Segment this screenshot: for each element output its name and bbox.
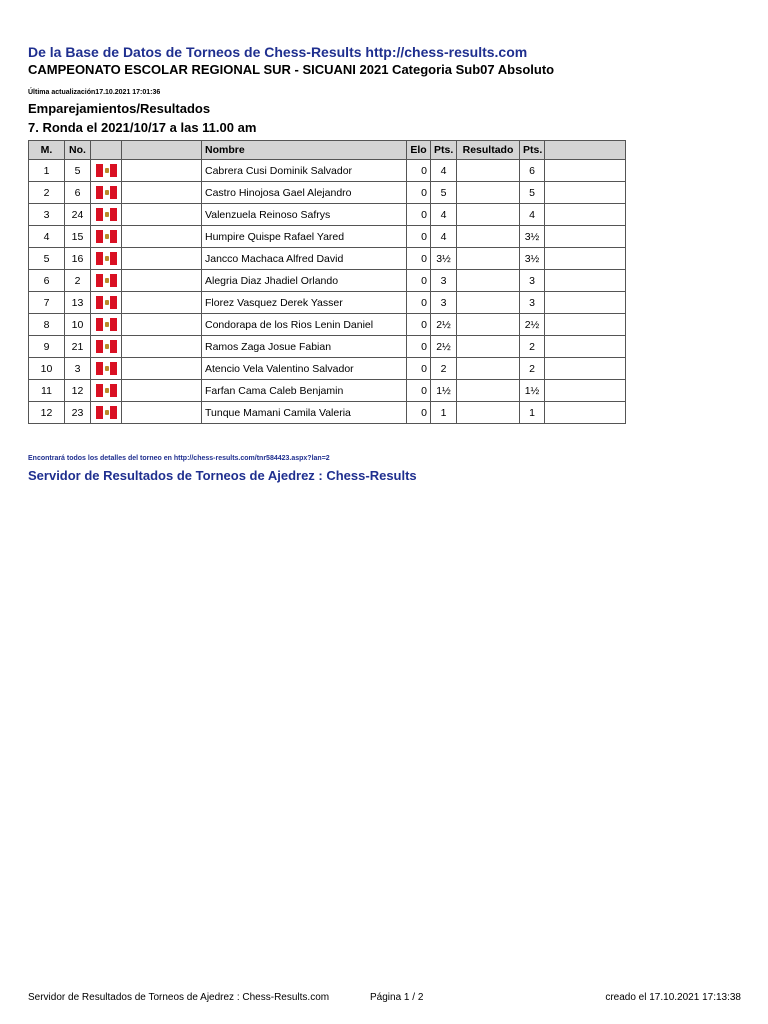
cell-points: 3 [431, 292, 457, 314]
peru-flag-icon [96, 340, 117, 353]
cell-extra [545, 314, 626, 336]
cell-name: Ramos Zaga Josue Fabian [202, 336, 407, 358]
cell-elo: 0 [407, 314, 431, 336]
cell-points-opponent: 3 [520, 292, 545, 314]
cell-board: 1 [29, 160, 65, 182]
cell-points-opponent: 4 [520, 204, 545, 226]
page-footer-page: Página 1 / 2 [370, 992, 424, 1003]
details-note[interactable]: Encontrará todos los detalles del torneo en http://chess-results.com/tnr584423.aspx?lan=2 [28, 455, 330, 462]
last-update: Última actualización17.10.2021 17:01:36 [28, 89, 161, 96]
cell-board: 3 [29, 204, 65, 226]
cell-result [457, 160, 520, 182]
table-row [29, 204, 626, 226]
cell-points: 4 [431, 204, 457, 226]
cell-name: Humpire Quispe Rafael Yared [202, 226, 407, 248]
cell-points: 4 [431, 226, 457, 248]
col-header-title [122, 141, 202, 160]
cell-points: 3 [431, 270, 457, 292]
cell-elo: 0 [407, 226, 431, 248]
cell-name: Cabrera Cusi Dominik Salvador [202, 160, 407, 182]
col-header-name: Nombre [202, 141, 407, 160]
table-row [29, 380, 626, 402]
col-header-pts2: Pts. [520, 141, 545, 160]
server-link[interactable]: Servidor de Resultados de Torneos de Ajedrez : Chess-Results [28, 468, 417, 483]
cell-board: 2 [29, 182, 65, 204]
cell-extra [545, 380, 626, 402]
cell-flag [91, 358, 122, 380]
cell-flag [91, 292, 122, 314]
cell-number: 5 [65, 160, 91, 182]
cell-points: 5 [431, 182, 457, 204]
peru-flag-icon [96, 318, 117, 331]
table-header-row [29, 141, 626, 160]
table-row [29, 182, 626, 204]
peru-flag-icon [96, 296, 117, 309]
table-row [29, 226, 626, 248]
cell-extra [545, 182, 626, 204]
table-row [29, 402, 626, 424]
cell-result [457, 270, 520, 292]
cell-number: 15 [65, 226, 91, 248]
cell-flag [91, 380, 122, 402]
cell-elo: 0 [407, 182, 431, 204]
cell-number: 13 [65, 292, 91, 314]
peru-flag-icon [96, 164, 117, 177]
cell-extra [545, 336, 626, 358]
cell-title [122, 226, 202, 248]
col-header-m: M. [29, 141, 65, 160]
cell-points: 1½ [431, 380, 457, 402]
cell-board: 11 [29, 380, 65, 402]
cell-result [457, 402, 520, 424]
table-row [29, 270, 626, 292]
cell-points-opponent: 2 [520, 358, 545, 380]
cell-result [457, 182, 520, 204]
cell-elo: 0 [407, 292, 431, 314]
cell-name: Castro Hinojosa Gael Alejandro [202, 182, 407, 204]
cell-extra [545, 248, 626, 270]
cell-number: 10 [65, 314, 91, 336]
cell-number: 3 [65, 358, 91, 380]
page-footer-left: Servidor de Resultados de Torneos de Ajedrez : Chess-Results.com [28, 992, 330, 1003]
cell-points-opponent: 2 [520, 336, 545, 358]
cell-result [457, 358, 520, 380]
cell-extra [545, 358, 626, 380]
cell-points-opponent: 1 [520, 402, 545, 424]
cell-title [122, 402, 202, 424]
cell-board: 6 [29, 270, 65, 292]
cell-name: Valenzuela Reinoso Safrys [202, 204, 407, 226]
col-header-flag [91, 141, 122, 160]
cell-points-opponent: 3 [520, 270, 545, 292]
cell-points-opponent: 1½ [520, 380, 545, 402]
cell-result [457, 292, 520, 314]
cell-extra [545, 226, 626, 248]
table-row [29, 160, 626, 182]
cell-flag [91, 270, 122, 292]
cell-title [122, 292, 202, 314]
cell-board: 4 [29, 226, 65, 248]
table-row [29, 248, 626, 270]
round-title: 7. Ronda el 2021/10/17 a las 11.00 am [28, 120, 257, 135]
peru-flag-icon [96, 252, 117, 265]
peru-flag-icon [96, 274, 117, 287]
table-row [29, 336, 626, 358]
cell-result [457, 248, 520, 270]
tournament-title: CAMPEONATO ESCOLAR REGIONAL SUR - SICUANI 2021 Categoria Sub07 Absoluto [28, 62, 555, 77]
cell-title [122, 314, 202, 336]
cell-number: 24 [65, 204, 91, 226]
cell-number: 16 [65, 248, 91, 270]
cell-name: Condorapa de los Rios Lenin Daniel [202, 314, 407, 336]
peru-flag-icon [96, 384, 117, 397]
cell-elo: 0 [407, 248, 431, 270]
cell-title [122, 182, 202, 204]
cell-flag [91, 336, 122, 358]
cell-result [457, 204, 520, 226]
col-header-extra [545, 141, 626, 160]
peru-flag-icon [96, 208, 117, 221]
peru-flag-icon [96, 362, 117, 375]
cell-points: 2 [431, 358, 457, 380]
cell-flag [91, 314, 122, 336]
cell-result [457, 336, 520, 358]
cell-title [122, 336, 202, 358]
cell-points-opponent: 6 [520, 160, 545, 182]
page-footer-created: creado el 17.10.2021 17:13:38 [605, 992, 741, 1003]
table-row [29, 292, 626, 314]
source-link[interactable]: De la Base de Datos de Torneos de Chess-Results http://chess-results.com [28, 44, 528, 60]
cell-board: 10 [29, 358, 65, 380]
col-header-result: Resultado [457, 141, 520, 160]
cell-extra [545, 160, 626, 182]
cell-extra [545, 270, 626, 292]
cell-board: 8 [29, 314, 65, 336]
cell-points-opponent: 5 [520, 182, 545, 204]
col-header-no: No. [65, 141, 91, 160]
cell-title [122, 380, 202, 402]
cell-elo: 0 [407, 204, 431, 226]
cell-number: 2 [65, 270, 91, 292]
cell-name: Farfan Cama Caleb Benjamin [202, 380, 407, 402]
cell-result [457, 226, 520, 248]
cell-number: 6 [65, 182, 91, 204]
cell-board: 12 [29, 402, 65, 424]
cell-extra [545, 292, 626, 314]
cell-title [122, 358, 202, 380]
cell-title [122, 248, 202, 270]
col-header-pts: Pts. [431, 141, 457, 160]
cell-flag [91, 182, 122, 204]
col-header-elo: Elo [407, 141, 431, 160]
cell-flag [91, 402, 122, 424]
cell-flag [91, 160, 122, 182]
cell-name: Atencio Vela Valentino Salvador [202, 358, 407, 380]
cell-flag [91, 204, 122, 226]
cell-name: Tunque Mamani Camila Valeria [202, 402, 407, 424]
cell-points: 4 [431, 160, 457, 182]
cell-points-opponent: 3½ [520, 248, 545, 270]
cell-elo: 0 [407, 402, 431, 424]
cell-title [122, 270, 202, 292]
cell-elo: 0 [407, 336, 431, 358]
cell-name: Alegria Diaz Jhadiel Orlando [202, 270, 407, 292]
section-title: Emparejamientos/Resultados [28, 101, 211, 116]
cell-flag [91, 248, 122, 270]
cell-board: 5 [29, 248, 65, 270]
cell-points: 2½ [431, 336, 457, 358]
cell-result [457, 380, 520, 402]
peru-flag-icon [96, 406, 117, 419]
cell-flag [91, 226, 122, 248]
cell-elo: 0 [407, 270, 431, 292]
pairings-table [28, 140, 626, 424]
cell-name: Jancco Machaca Alfred David [202, 248, 407, 270]
cell-extra [545, 402, 626, 424]
peru-flag-icon [96, 230, 117, 243]
cell-elo: 0 [407, 358, 431, 380]
cell-elo: 0 [407, 380, 431, 402]
cell-points: 3½ [431, 248, 457, 270]
cell-points: 2½ [431, 314, 457, 336]
cell-number: 12 [65, 380, 91, 402]
table-row [29, 358, 626, 380]
cell-points-opponent: 2½ [520, 314, 545, 336]
cell-points: 1 [431, 402, 457, 424]
cell-board: 9 [29, 336, 65, 358]
table-row [29, 314, 626, 336]
peru-flag-icon [96, 186, 117, 199]
cell-number: 23 [65, 402, 91, 424]
cell-name: Florez Vasquez Derek Yasser [202, 292, 407, 314]
cell-number: 21 [65, 336, 91, 358]
cell-board: 7 [29, 292, 65, 314]
cell-extra [545, 204, 626, 226]
cell-title [122, 160, 202, 182]
cell-title [122, 204, 202, 226]
cell-result [457, 314, 520, 336]
cell-points-opponent: 3½ [520, 226, 545, 248]
cell-elo: 0 [407, 160, 431, 182]
